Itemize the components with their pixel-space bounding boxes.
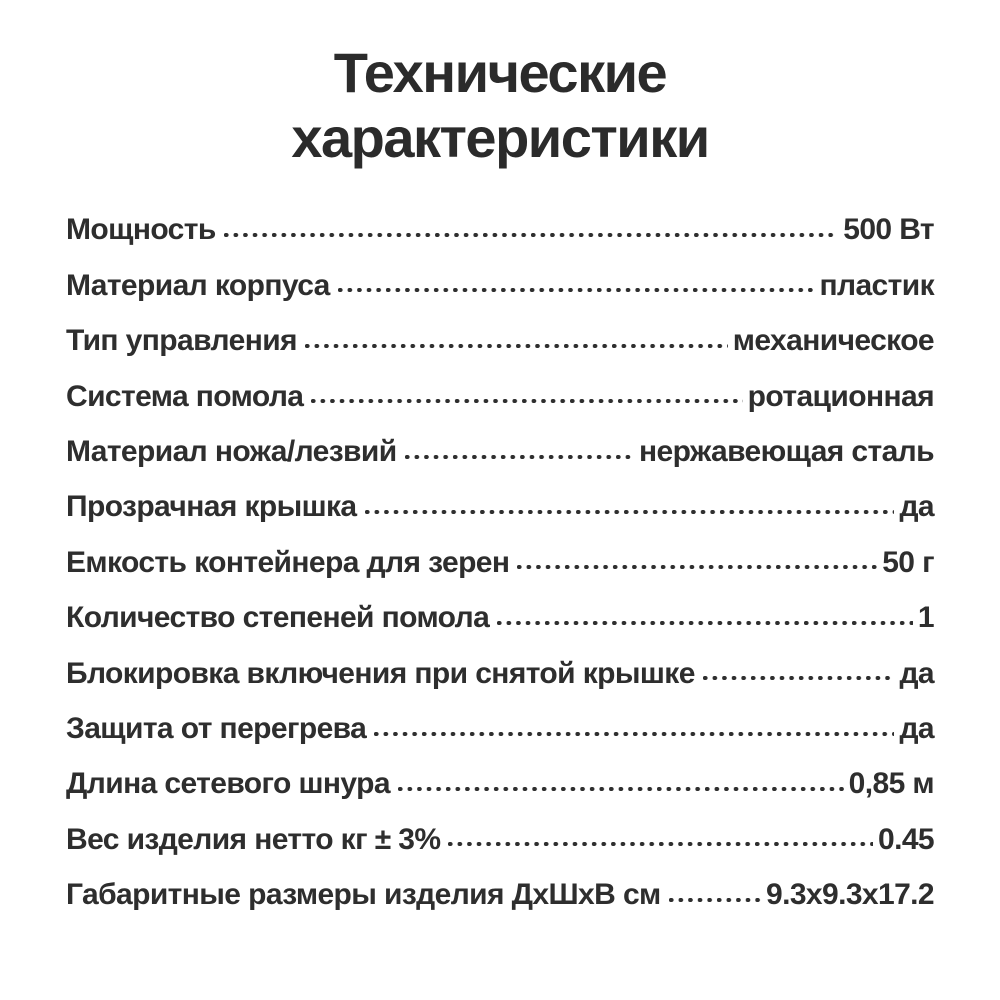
- dotted-leader: [666, 863, 761, 918]
- spec-label: Мощность: [66, 213, 216, 247]
- spec-label: Блокировка включения при снятой крышке: [66, 656, 695, 690]
- dotted-leader: [221, 198, 839, 253]
- spec-value: 50 г: [882, 545, 934, 579]
- spec-value: механическое: [732, 324, 934, 358]
- spec-row: [66, 309, 934, 364]
- spec-row: [66, 420, 934, 475]
- spec-value: 9.3х9.3х17.2: [766, 878, 934, 912]
- dotted-leader: [362, 475, 895, 530]
- spec-value: 0,85 м: [848, 767, 934, 801]
- spec-label: Тип управления: [66, 324, 297, 358]
- dotted-leader: [402, 420, 634, 475]
- spec-label: Защита от перегрева: [66, 711, 367, 745]
- spec-value: 1: [917, 601, 934, 635]
- spec-row: [66, 641, 934, 696]
- dotted-leader: [514, 530, 877, 585]
- spec-value: да: [899, 656, 934, 690]
- dotted-leader: [308, 364, 742, 419]
- spec-label: Материал ножа/лезвий: [66, 434, 397, 468]
- spec-label: Вес изделия нетто кг ± 3%: [66, 822, 441, 856]
- spec-value: 0.45: [878, 822, 934, 856]
- dotted-leader: [335, 253, 815, 308]
- spec-row: [66, 807, 934, 862]
- spec-label: Количество степеней помола: [66, 601, 490, 635]
- spec-row: [66, 697, 934, 752]
- spec-row: [66, 530, 934, 585]
- spec-label: Материал корпуса: [66, 268, 330, 302]
- spec-label: Прозрачная крышка: [66, 490, 357, 524]
- spec-value: нержавеющая сталь: [639, 434, 934, 468]
- spec-row: [66, 863, 934, 918]
- spec-value: да: [899, 490, 934, 524]
- page-title: [0, 0, 1000, 170]
- dotted-leader: [302, 309, 728, 364]
- spec-value: пластик: [819, 268, 934, 302]
- spec-row: [66, 475, 934, 530]
- spec-row: [66, 364, 934, 419]
- dotted-leader: [371, 697, 894, 752]
- spec-label: Система помола: [66, 379, 304, 413]
- dotted-leader: [494, 586, 913, 641]
- page-title-line-2: характеристики: [291, 106, 709, 169]
- spec-label: Длина сетевого шнура: [66, 767, 390, 801]
- spec-value: да: [899, 711, 934, 745]
- spec-label: Емкость контейнера для зерен: [66, 545, 510, 579]
- dotted-leader: [445, 807, 873, 862]
- spec-value: 500 Вт: [843, 213, 934, 247]
- spec-row: [66, 253, 934, 308]
- spec-row: [66, 752, 934, 807]
- spec-value: ротационная: [747, 379, 934, 413]
- spec-row: [66, 586, 934, 641]
- spec-row: [66, 198, 934, 253]
- spec-label: Габаритные размеры изделия ДхШхВ см: [66, 878, 661, 912]
- dotted-leader: [700, 641, 895, 696]
- page-title-line-1: Технические: [333, 41, 667, 104]
- dotted-leader: [395, 752, 844, 807]
- spec-list: [66, 198, 934, 918]
